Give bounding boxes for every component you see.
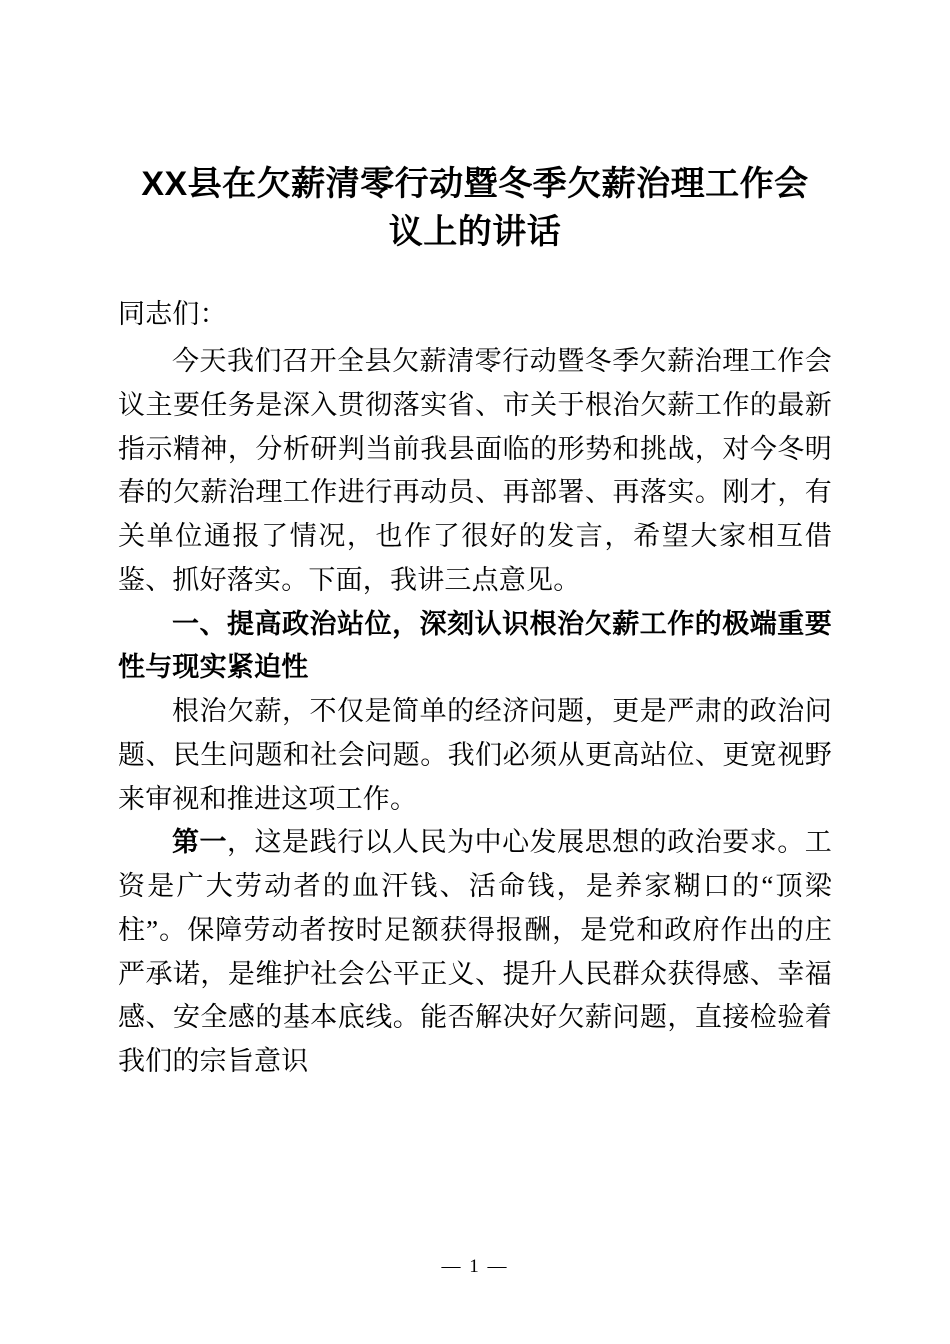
paragraph-point-first xyxy=(118,821,832,1083)
paragraph-point-first-text: ，这是践行以人民为中心发展思想的政治要求。工资是广大劳动者的血汗钱、活命钱，是养家糊口的“顶梁柱”。保障劳动者按时足额获得报酬，是党和政府作出的庄严承诺，是维护社会公平正义、提升人民群众获得感、幸福感、安全感的基本底线。能否解决好欠薪问题，直接检验着我们的宗旨意识 xyxy=(118,827,832,1077)
paragraph-intro: 今天我们召开全县欠薪清零行动暨冬季欠薪治理工作会议主要任务是深入贯彻落实省、市关于根治欠薪工作的最新指示精神，分析研判当前我县面临的形势和挑战，对今冬明春的欠薪治理工作进行再动员、再部署、再落实。刚才，有关单位通报了情况，也作了很好的发言，希望大家相互借鉴、抓好落实。下面，我讲三点意见。 xyxy=(118,346,832,595)
paragraph-section1-intro: 根治欠薪，不仅是简单的经济问题，更是严肃的政治问题、民生问题和社会问题。我们必须从更高站位、更宽视野来审视和推进这项工作。 xyxy=(118,696,832,814)
page-number: — 1 — xyxy=(441,1256,509,1277)
section-heading-1: 一、提高政治站位，深刻认识根治欠薪工作的极端重要性与现实紧迫性 xyxy=(118,608,832,683)
paragraph-lead-first: 第一 xyxy=(172,827,228,858)
page-title: XX县在欠薪清零行动暨冬季欠薪治理工作会议上的讲话 xyxy=(141,165,809,252)
salutation: 同志们： xyxy=(118,298,227,329)
